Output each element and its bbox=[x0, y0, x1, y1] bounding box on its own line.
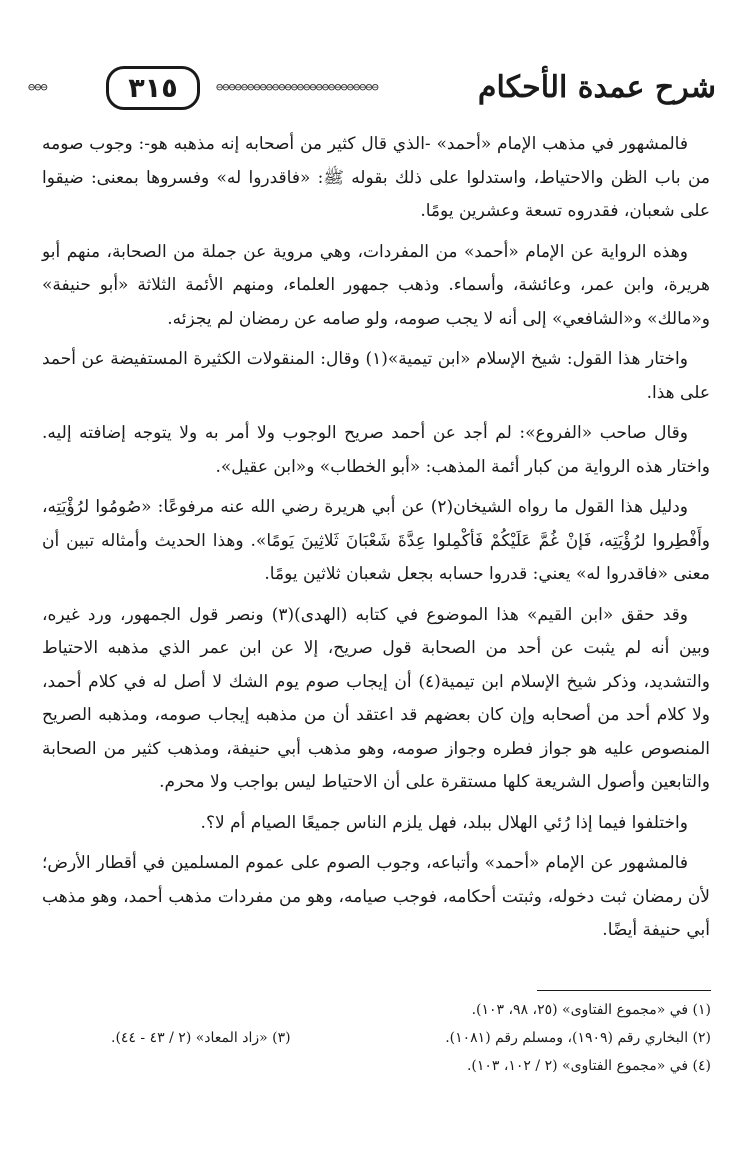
footnote-4: (٤) في «مجموع الفتاوى» (٢ / ١٠٢، ١٠٣). bbox=[466, 1058, 711, 1074]
paragraph: وقال صاحب «الفروع»: لم أجد عن أحمد صريح الوجوب ولا أمر به ولا يتوجه إضافته إليه. واختار هذه الرواية من كبار أئمة المذهب: «أبو الخطاب» و«ابن عقيل». bbox=[42, 423, 710, 477]
paragraph: واختار هذا القول: شيخ الإسلام «ابن تيمية»(١) وقال: المنقولات الكثيرة المستفيضة عن أحمد على هذا. bbox=[42, 349, 710, 403]
paragraph: وقد حقق «ابن القيم» هذا الموضوع في كتابه (الهدى)(٣) ونصر قول الجمهور، ورد غيره، وبين أنه لم يثبت عن أحد من الصحابة قول صريح، إلا عن ابن عمر الذي مذهبه الاحتياط والتشديد، وذكر شيخ الإسلام ابن تيمية(٤) أن إيجاب صوم يوم الشك لا أصل له في كلام أحمد، ولا كلام أحد من أصحابه وإن كان بعضهم قد اعتقد أن من مذهبه إيجاب صومه، ومذهبه الصريح المنصوص عليه هو جواز فطره وجواز صومه، وهو مذهب أبي حنيفة، ومذهب كثير من الصحابة والتابعين وأصول الشريعة كلها مستقرة على أن الاحتياط ليس بواجب ولا محرم. bbox=[42, 604, 710, 792]
header-ornament-left: ⊖⊖⊖ bbox=[28, 80, 47, 94]
page-number: ٣١٥ bbox=[106, 66, 200, 110]
paragraph: ودليل هذا القول ما رواه الشيخان(٢) عن أبي هريرة رضي الله عنه مرفوعًا: «صُومُوا لرُؤْيَتِه، وأَفْطِروا لرُؤْيَتِه، فَإنْ غُمَّ عَلَيْكُمْ فَأكْمِلوا عِدَّةَ شَعْبَانَ ثَلاثِينَ يَومًا». وهذا الحديث وأمثاله تبين أن معنى «فاقدروا له» يعني: قدروا حسابه بجعل شعبان ثلاثين يومًا. bbox=[42, 497, 710, 584]
page-header bbox=[28, 66, 716, 116]
footnote-row bbox=[71, 1024, 711, 1052]
footnote-divider bbox=[537, 990, 711, 991]
footnote-2: (٢) البخاري رقم (١٩٠٩)، ومسلم رقم (١٠٨١). bbox=[445, 1030, 711, 1046]
paragraph: وهذه الرواية عن الإمام «أحمد» من المفردات، وهي مروية عن جملة من الصحابة، منهم أبو هريرة، وابن عمر، وعائشة، وأسماء. وذهب جمهور العلماء، ومنهم الأئمة الثلاثة «أبو حنيفة» و«مالك» و«الشافعي» إلى أنه لا يجب صومه، ولو صامه عن رمضان لم يجزئه. bbox=[42, 241, 710, 329]
paragraph: واختلفوا فيما إذا رُئي الهلال ببلد، فهل يلزم الناس جميعًا الصيام أم لا؟. bbox=[200, 812, 688, 833]
header-ornament: ⊖⊖⊖⊖⊖⊖⊖⊖⊖⊖⊖⊖⊖⊖⊖⊖⊖⊖⊖⊖⊖⊖⊖⊖⊖⊖ bbox=[216, 80, 378, 94]
paragraph: فالمشهور في مذهب الإمام «أحمد» -الذي قال كثير من أصحابه إنه مذهبه هو-: وجوب صومه من باب الظن والاحتياط، واستدلوا على ذلك بقوله ﷺ: «فاقدروا له» وفسروها بمعنى: ضيقوا على شعبان، فقدروه تسعة وعشرين يومًا. bbox=[42, 134, 710, 221]
page-body bbox=[42, 128, 710, 955]
footnote-row bbox=[71, 996, 711, 1024]
paragraph: فالمشهور عن الإمام «أحمد» وأتباعه، وجوب الصوم على عموم المسلمين في أقطار الأرض؛ لأن رمضان ثبت دخوله، وثبتت أحكامه، فوجب صيامه، وهو من مفردات مذهب أحمد، وهو مذهب أبي حنيفة أيضًا. bbox=[42, 853, 710, 940]
footnotes bbox=[71, 996, 711, 1080]
footnote-row bbox=[71, 1052, 711, 1080]
book-title: شرح عمدة الأحكام bbox=[477, 70, 716, 105]
footnote-3: (٣) «زاد المعاد» (٢ / ٤٣ - ٤٤). bbox=[111, 1030, 291, 1046]
footnote-1: (١) في «مجموع الفتاوى» (٢٥، ٩٨، ١٠٣). bbox=[471, 1002, 711, 1018]
